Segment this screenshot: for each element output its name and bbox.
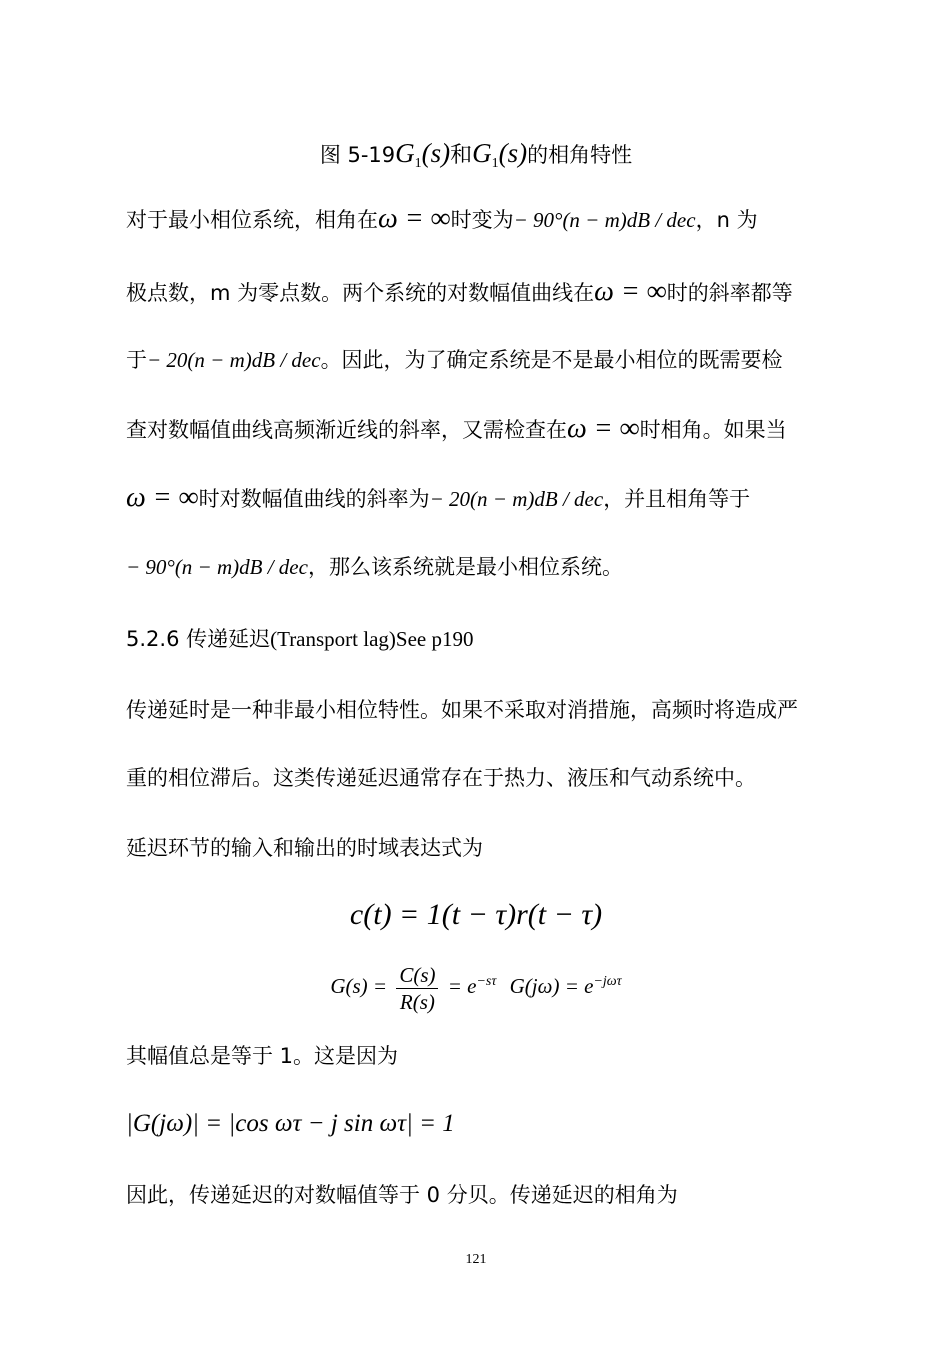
caption-symbol: G [395,138,415,168]
math-phase-expression: − 90°(n − m)dB / dec [126,555,308,579]
text: 时的斜率都等 [666,281,793,305]
paragraph-line [126,483,856,514]
text: 。因此，为了确定系统是不是最小相位的既需要检 [320,348,783,372]
text: ，那么该系统就是最小相位系统。 [307,555,623,579]
paragraph-line [126,345,856,375]
fraction [396,962,438,1015]
paragraph-line [126,552,856,582]
text: 极点数，m 为零点数。两个系统的对数幅值曲线在 [126,281,595,305]
section-title-english: (Transport lag)See p190 [270,627,474,651]
math-omega-infinity: ω = ∞ [126,482,199,513]
section-title: 5.2.6 传递延迟 [126,627,271,651]
equation-text: c(t) = 1(t − τ)r(t − τ) [349,898,603,931]
exponent: −sτ [476,974,497,989]
caption-symbol: G [472,138,492,168]
paragraph-line [126,204,856,235]
equation-frequency: G(jω) = e [509,974,594,998]
paragraph-line: 其幅值总是等于 1。这是因为 [126,1044,399,1068]
text: 查对数幅值曲线高频渐近线的斜率，又需检查在 [126,418,567,442]
paragraph-line: 因此，传递延迟的对数幅值等于 0 分贝。传递延迟的相角为 [126,1183,678,1207]
paragraph-line: 传递延时是一种非最小相位特性。如果不采取对消措施，高频时将造成严 [126,698,798,722]
paragraph-line [126,277,856,308]
paragraph-line: 重的相位滞后。这类传递延迟通常存在于热力、液压和气动系统中。 [126,766,756,790]
math-slope-expression: − 20(n − m)dB / dec [147,348,321,372]
caption-subscript: 1 [491,156,499,172]
caption-subscript: 1 [414,156,422,172]
text: 时变为 [450,208,514,232]
caption-and: 和 [450,142,473,167]
denominator: R(s) [399,989,435,1014]
page-number: 121 [465,1252,487,1267]
equation-rhs: = e [447,974,477,998]
text: 对于最小相位系统，相角在 [126,208,378,232]
text: ，n 为 [695,208,758,232]
section-heading [126,624,856,654]
paragraph-line [126,414,856,445]
math-phase-expression: − 90°(n − m)dB / dec [513,208,696,232]
caption-arg: (s) [498,138,528,168]
exponent: −jωτ [593,974,622,989]
caption-suffix: 的相角特性 [527,143,633,167]
paragraph-line: 延迟环节的输入和输出的时域表达式为 [126,836,483,860]
text: 时对数幅值曲线的斜率为 [198,487,430,511]
text: 时相角。如果当 [639,418,787,442]
math-omega-infinity: ω = ∞ [378,203,451,234]
equation-time-domain [0,895,952,935]
math-omega-infinity: ω = ∞ [594,276,667,307]
equation-text: |G(jω)| = |cos ωτ − j sin ωτ| = 1 [126,1110,455,1137]
equation-lhs: G(s) = [330,974,388,998]
caption-label: 图 5-19 [319,143,396,167]
equation-transfer-function [0,954,952,1015]
equation-magnitude [126,1106,856,1141]
numerator: C(s) [396,962,438,989]
text: 于 [126,348,147,372]
math-omega-infinity: ω = ∞ [567,413,640,444]
math-slope-expression: − 20(n − m)dB / dec [429,487,604,511]
caption-arg: (s) [421,138,451,168]
text: ，并且相角等于 [603,487,751,511]
figure-caption [0,138,952,179]
